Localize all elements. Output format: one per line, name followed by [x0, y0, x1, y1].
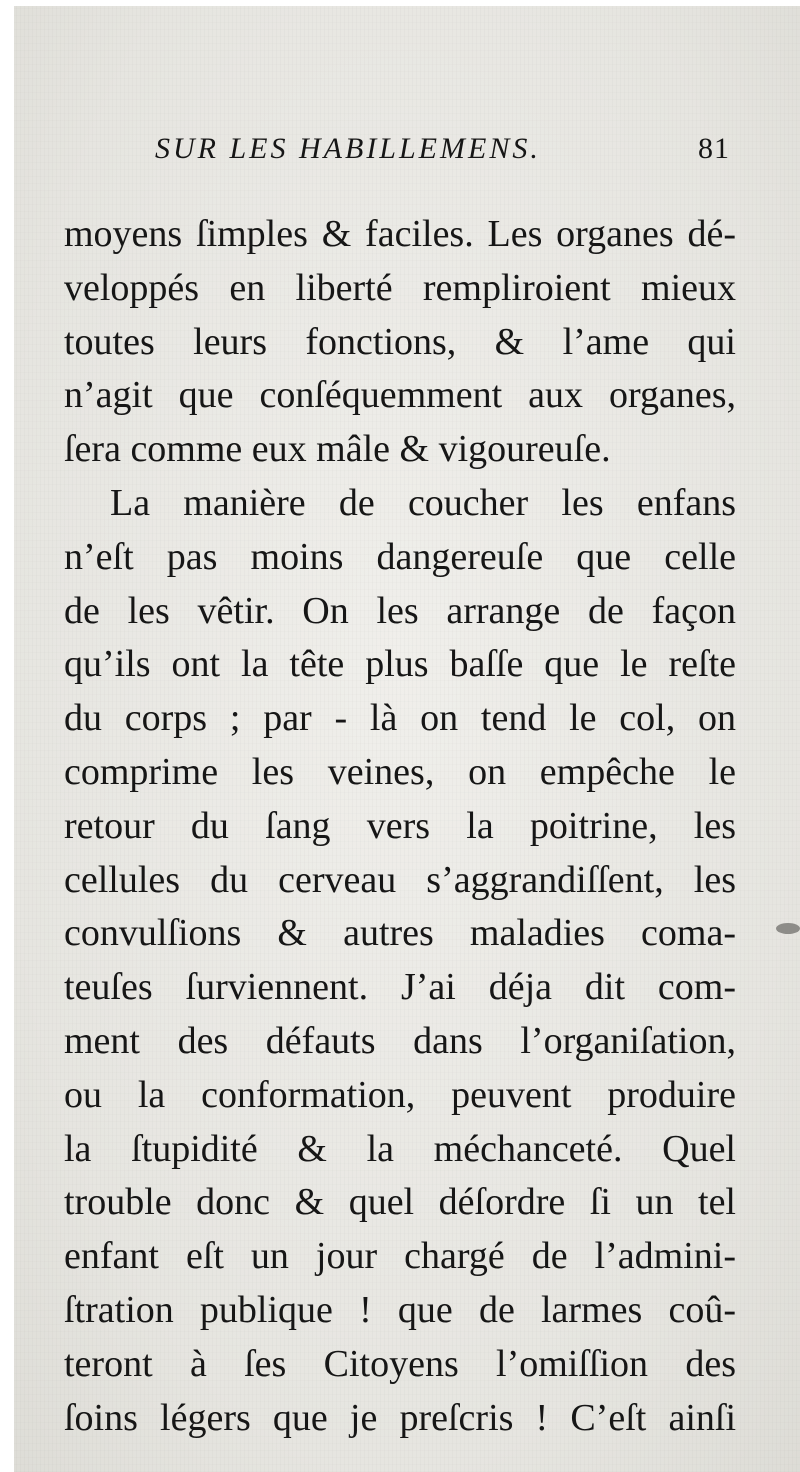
text-line: n’eſt pas moins dangereuſe que celle — [64, 535, 736, 578]
text-line: qu’ils ont la tête plus baſſe que le reſte — [64, 643, 736, 686]
text-line: cellules du cerveau s’aggrandiſſent, les — [64, 858, 736, 901]
paragraph-first-line: La manière de coucher les enfans — [110, 481, 736, 524]
text-line: ſera comme eux mâle & vigoureuſe. — [64, 428, 611, 471]
text-line: n’agit que conſéquemment aux organes, — [64, 374, 736, 417]
text-line: de les vêtir. On les arrange de façon — [64, 589, 736, 632]
text-line: trouble donc & quel déſordre ſi un tel — [64, 1181, 736, 1224]
ink-smudge — [776, 923, 800, 934]
page-header — [155, 132, 735, 176]
body-text — [64, 208, 736, 1445]
text-line: la ſtupidité & la méchanceté. Quel — [64, 1127, 736, 1170]
text-line: toutes leurs fonctions, & l’ame qui — [64, 320, 736, 363]
scan-left-margin — [0, 0, 14, 1472]
text-line: veloppés en liberté rempliroient mieux — [64, 266, 736, 309]
text-line: comprime les veines, on empêche le — [64, 750, 736, 793]
text-line: ſtration publique ! que de larmes coû- — [64, 1288, 736, 1331]
page-number: 81 — [698, 132, 730, 165]
scan-top-margin — [0, 0, 800, 6]
text-line: teront à ſes Citoyens l’omiſſion des — [64, 1342, 736, 1385]
text-line: ou la conformation, peuvent produire — [64, 1073, 736, 1116]
text-line: moyens ſimples & faciles. Les organes dé- — [64, 213, 736, 255]
text-line: ſoins légers que je preſcris ! C’eſt ainſi — [64, 1396, 736, 1439]
text-line: convulſions & autres maladies coma- — [64, 912, 736, 955]
text-line: du corps ; par - là on tend le col, on — [64, 697, 736, 740]
running-title: SUR LES HABILLEMENS. — [155, 132, 541, 165]
text-line: ment des défauts dans l’organiſation, — [64, 1019, 736, 1062]
text-line: enfant eſt un jour chargé de l’admini- — [64, 1235, 736, 1278]
text-line: teuſes ſurviennent. J’ai déja dit com- — [64, 966, 736, 1009]
text-line: retour du ſang vers la poitrine, les — [64, 804, 736, 847]
